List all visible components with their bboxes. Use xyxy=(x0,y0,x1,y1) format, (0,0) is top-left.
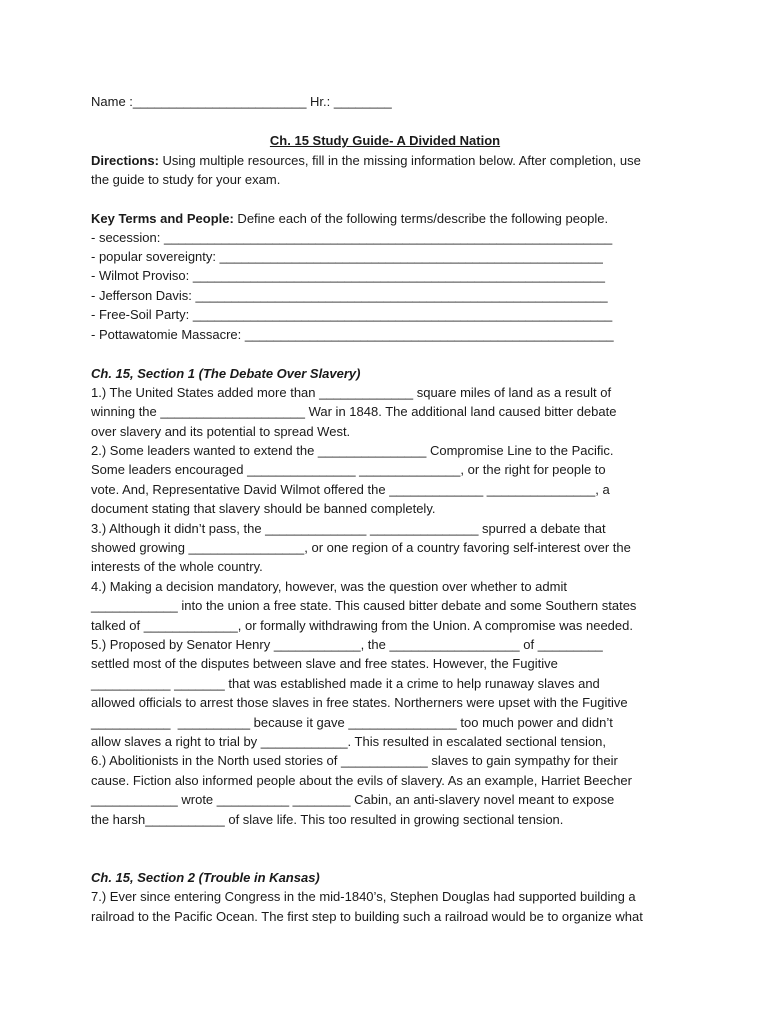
name-hour-line: Name :________________________ Hr.: ________ xyxy=(91,94,392,109)
section-1-heading: Ch. 15, Section 1 (The Debate Over Slavery) xyxy=(91,366,361,381)
section-1-line: allowed officials to arrest those slaves in free states. Northerners were upset with the Fugitive xyxy=(91,695,628,710)
section-1-line: 2.) Some leaders wanted to extend the _______________ Compromise Line to the Pacific. xyxy=(91,443,614,458)
key-term-popular-sovereignty: - popular sovereignty: _____________________________________________________ xyxy=(91,249,603,264)
section-1-line: document stating that slavery should be banned completely. xyxy=(91,501,436,516)
section-1-line: talked of _____________, or formally withdrawing from the Union. A compromise was needed. xyxy=(91,618,633,633)
section-1-line: ___________ __________ because it gave _______________ too much power and didn’t xyxy=(91,715,613,730)
key-term-secession: - secession: ______________________________________________________________ xyxy=(91,230,613,245)
section-1-line: cause. Fiction also informed people about the evils of slavery. As an example, Harriet Beecher xyxy=(91,773,632,788)
section-1-line: settled most of the disputes between slave and free states. However, the Fugitive xyxy=(91,656,558,671)
section-2-heading: Ch. 15, Section 2 (Trouble in Kansas) xyxy=(91,870,320,885)
page-title: Ch. 15 Study Guide- A Divided Nation xyxy=(269,133,501,148)
directions-text: Using multiple resources, fill in the missing information below. After completion, use xyxy=(158,153,641,168)
section-1-line: 6.) Abolitionists in the North used stories of ____________ slaves to gain sympathy for their xyxy=(91,753,618,768)
section-1-line: 1.) The United States added more than _____________ square miles of land as a result of xyxy=(91,385,612,400)
key-term-pottawatomie-massacre: - Pottawatomie Massacre: ___________________________________________________ xyxy=(91,327,614,342)
section-1-line: interests of the whole country. xyxy=(91,559,263,574)
section-2-line: 7.) Ever since entering Congress in the mid-1840’s, Stephen Douglas had supported building a xyxy=(91,889,636,904)
directions-label: Directions: xyxy=(91,153,159,168)
section-2-line: railroad to the Pacific Ocean. The first step to building such a railroad would be to organize what xyxy=(91,909,643,924)
section-1-line: ___________ _______ that was established made it a crime to help runaway slaves and xyxy=(91,676,600,691)
directions-line-1 xyxy=(91,153,641,169)
key-term-jefferson-davis: - Jefferson Davis: _________________________________________________________ xyxy=(91,288,608,303)
section-1-line: showed growing ________________, or one region of a country favoring self-interest over the xyxy=(91,540,631,555)
section-1-line: ____________ wrote __________ ________ Cabin, an anti-slavery novel meant to expose xyxy=(91,792,615,807)
section-1-line: allow slaves a right to trial by ____________. This resulted in escalated sectional tension, xyxy=(91,734,607,749)
directions-line-2: the guide to study for your exam. xyxy=(91,172,281,187)
section-1-line: 3.) Although it didn’t pass, the ______________ _______________ spurred a debate that xyxy=(91,521,606,536)
section-1-line: 4.) Making a decision mandatory, however, was the question over whether to admit xyxy=(91,579,567,594)
section-1-line: ____________ into the union a free state. This caused bitter debate and some Southern states xyxy=(91,598,637,613)
key-terms-instructions: Define each of the following terms/describe the following people. xyxy=(233,211,609,226)
key-terms-label: Key Terms and People: xyxy=(91,211,234,226)
section-1-line: Some leaders encouraged _______________ ______________, or the right for people to xyxy=(91,462,606,477)
section-1-line: winning the ____________________ War in 1848. The additional land caused bitter debate xyxy=(91,404,617,419)
key-term-free-soil-party: - Free-Soil Party: __________________________________________________________ xyxy=(91,307,613,322)
section-1-line: the harsh___________ of slave life. This too resulted in growing sectional tension. xyxy=(91,812,564,827)
key-terms-intro xyxy=(91,211,608,227)
section-1-line: 5.) Proposed by Senator Henry ____________, the __________________ of _________ xyxy=(91,637,603,652)
section-1-line: over slavery and its potential to spread West. xyxy=(91,424,351,439)
section-1-line: vote. And, Representative David Wilmot offered the _____________ _______________, a xyxy=(91,482,610,497)
key-term-wilmot-proviso: - Wilmot Proviso: _________________________________________________________ xyxy=(91,268,605,283)
